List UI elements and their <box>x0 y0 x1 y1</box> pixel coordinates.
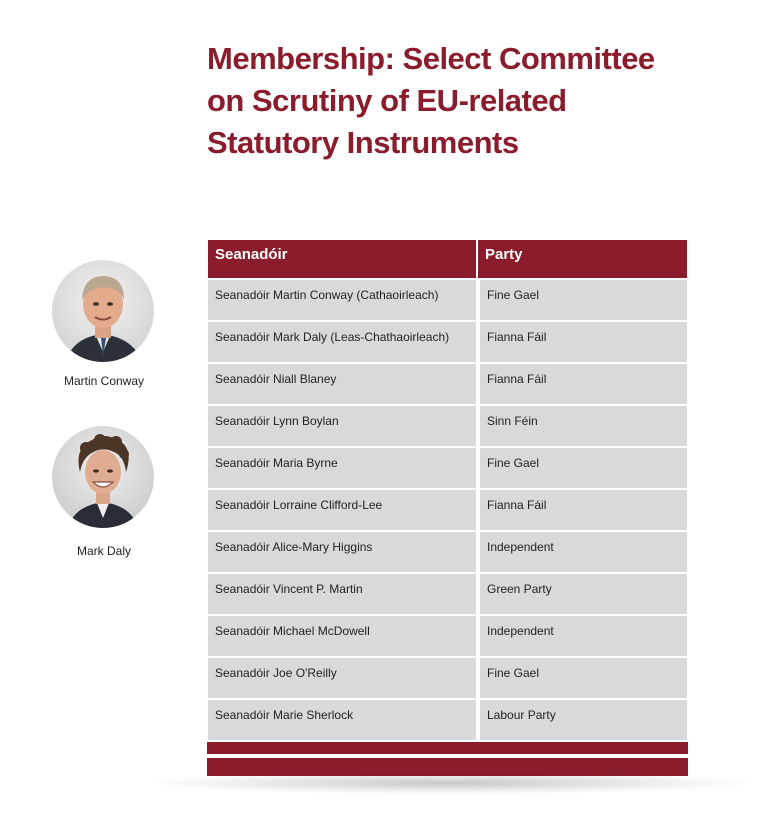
member-name-cell: Seanadóir Michael McDowell <box>208 616 476 656</box>
member-name-cell: Seanadóir Niall Blaney <box>208 364 476 404</box>
member-name-cell: Seanadóir Lorraine Clifford-Lee <box>208 490 476 530</box>
column-header-party: Party <box>485 246 523 263</box>
martin-conway-photo <box>52 260 154 362</box>
table-row <box>208 322 687 362</box>
member-party-cell: Fine Gael <box>480 448 687 488</box>
member-party-cell: Fine Gael <box>480 658 687 698</box>
membership-table <box>208 240 687 740</box>
table-header <box>208 240 687 278</box>
table-row <box>208 700 687 740</box>
table-row <box>208 490 687 530</box>
member-name-cell: Seanadóir Marie Sherlock <box>208 700 476 740</box>
mark-daly-photo <box>52 426 154 528</box>
member-party-cell: Fianna Fáil <box>480 322 687 362</box>
table-row <box>208 448 687 488</box>
member-name-cell: Seanadóir Mark Daly (Leas-Chathaoirleach) <box>208 322 476 362</box>
page-title: Membership: Select Committee on Scrutiny of EU-related Statutory Instruments <box>207 41 655 160</box>
mark-daly-caption: Mark Daly <box>76 544 131 558</box>
member-name-cell: Seanadóir Lynn Boylan <box>208 406 476 446</box>
column-header-seanadoir: Seanadóir <box>208 240 478 278</box>
member-name-cell: Seanadóir Martin Conway (Cathaoirleach) <box>208 280 476 320</box>
table-row <box>208 406 687 446</box>
member-party-cell: Fianna Fáil <box>480 490 687 530</box>
member-name-cell: Seanadóir Vincent P. Martin <box>208 574 476 614</box>
table-row <box>208 616 687 656</box>
member-party-cell: Sinn Féin <box>480 406 687 446</box>
martin-conway-caption: Martin Conway <box>63 374 145 388</box>
member-party-cell: Independent <box>480 532 687 572</box>
table-row <box>208 658 687 698</box>
table-row <box>208 280 687 320</box>
table-row <box>208 574 687 614</box>
footer-bar-thin <box>207 742 688 754</box>
member-party-cell: Independent <box>480 616 687 656</box>
member-name-cell: Seanadóir Maria Byrne <box>208 448 476 488</box>
member-name-cell: Seanadóir Alice-Mary Higgins <box>208 532 476 572</box>
member-party-cell: Fine Gael <box>480 280 687 320</box>
member-party-cell: Labour Party <box>480 700 687 740</box>
table-row <box>208 532 687 572</box>
member-party-cell: Fianna Fáil <box>480 364 687 404</box>
drop-shadow <box>150 772 750 794</box>
member-name-cell: Seanadóir Joe O'Reilly <box>208 658 476 698</box>
table-row <box>208 364 687 404</box>
member-party-cell: Green Party <box>480 574 687 614</box>
